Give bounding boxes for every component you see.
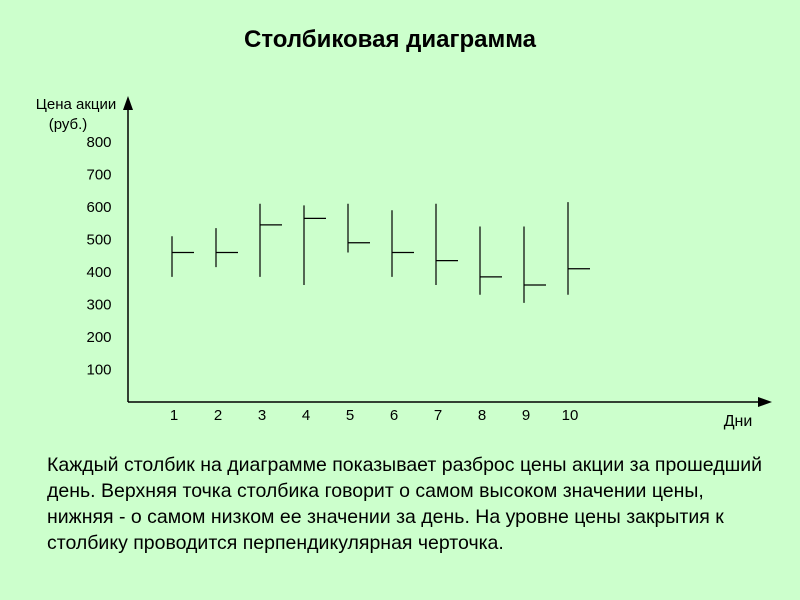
x-tick-label: 3 — [257, 407, 267, 424]
x-tick-label: 2 — [213, 407, 223, 424]
y-axis-label-line1: Цена акции — [35, 96, 117, 113]
x-axis-arrow — [758, 397, 772, 407]
hlc-bar-day-6 — [392, 210, 414, 277]
hlc-bar-day-4 — [304, 205, 326, 285]
hlc-bar-day-1 — [172, 236, 194, 277]
y-tick-label: 200 — [86, 329, 112, 346]
x-tick-label: 7 — [433, 407, 443, 424]
hlc-bar-day-8 — [480, 227, 502, 295]
x-tick-label: 6 — [389, 407, 399, 424]
slide-title: Столбиковая диаграмма — [243, 26, 537, 53]
y-tick-label: 500 — [86, 231, 112, 249]
x-tick-labels — [170, 407, 579, 424]
y-tick-label: 300 — [86, 296, 112, 314]
y-axis-arrow — [123, 96, 133, 110]
chart-axes — [123, 96, 772, 407]
y-tick-label: 800 — [86, 134, 112, 151]
x-tick-label: 9 — [521, 407, 531, 424]
hlc-bar-day-2 — [216, 228, 238, 267]
x-axis-label: Дни — [723, 413, 753, 430]
x-tick-label: 4 — [301, 407, 311, 424]
x-tick-label: 10 — [561, 407, 579, 424]
x-tick-label: 8 — [477, 407, 487, 424]
x-tick-label: 1 — [169, 407, 179, 424]
description-text: Каждый столбик на диаграмме показывает разброс цены акции за прошедший день. Верхняя точка столбика говорит о самом высоком значении цены, нижняя - о самом низком ее значении за день. На уровне цены закрытия к столбику проводится перпендикулярная черточка. — [47, 454, 763, 554]
hlc-bars — [172, 202, 590, 303]
y-tick-label: 100 — [86, 361, 112, 379]
y-tick-label: 700 — [86, 166, 112, 184]
hlc-bar-day-7 — [436, 204, 458, 285]
hlc-bar-day-3 — [260, 204, 282, 277]
y-tick-labels — [86, 134, 111, 379]
x-tick-label: 5 — [345, 407, 355, 424]
y-tick-label: 400 — [86, 264, 112, 281]
hlc-bar-day-10 — [568, 202, 590, 295]
y-tick-label: 600 — [86, 199, 112, 216]
hlc-bar-day-5 — [348, 204, 370, 253]
hlc-bar-day-9 — [524, 227, 546, 303]
y-axis-label-line2: (руб.) — [48, 116, 88, 133]
